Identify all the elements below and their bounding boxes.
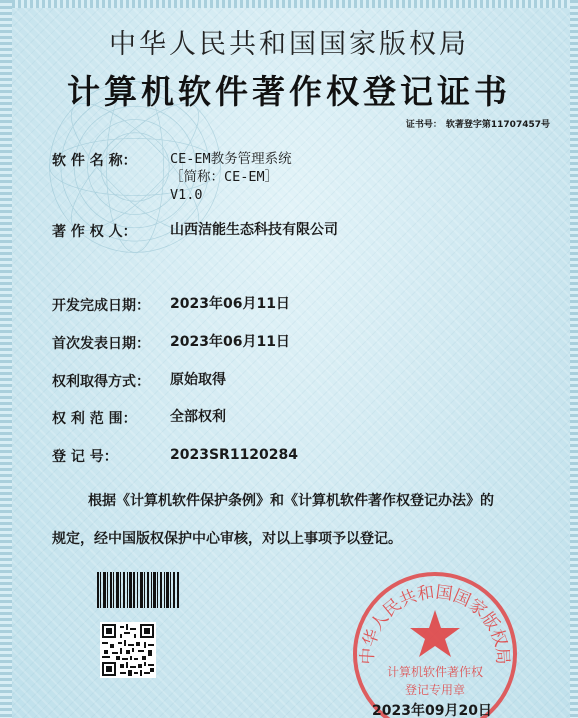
seal-inner-line-2: 登记专用章 <box>404 683 466 697</box>
software-name-row <box>52 150 292 204</box>
qr-code-icon <box>100 622 156 678</box>
scope-label: 权 利 范 围： <box>52 411 137 427</box>
software-name-value <box>170 150 292 204</box>
issuer-title: 中华人民共和国国家版权局 <box>109 29 469 60</box>
certificate-title: 计算机软件著作权登记证书 <box>67 72 511 111</box>
registration-label: 登 记 号： <box>52 449 118 465</box>
certificate-number <box>402 117 550 130</box>
acquisition-value: 原始取得 <box>170 372 226 388</box>
statement-line-2: 规定，经中国版权保护中心审核，对以上事项予以登记。 <box>52 531 402 547</box>
certificate-number-value: 软著登字第11707457号 <box>445 120 550 130</box>
owner-row <box>52 221 338 241</box>
certificate-number-label: 证书号： <box>405 120 442 130</box>
software-version: V1.0 <box>170 187 203 203</box>
dev-date-value: 2023年06月11日 <box>170 296 290 312</box>
dev-date-label: 开发完成日期： <box>52 298 150 314</box>
official-seal-icon <box>345 564 525 718</box>
owner-value: 山西洁能生态科技有限公司 <box>170 222 338 238</box>
registration-row <box>52 446 298 466</box>
owner-label: 著 作 权 人： <box>52 224 137 240</box>
barcode-icon <box>97 572 179 608</box>
statement-line-1: 根据《计算机软件保护条例》和《计算机软件著作权登记办法》的 <box>88 493 494 509</box>
seal-inner-line-1: 计算机软件著作权 <box>386 665 484 679</box>
scope-value: 全部权利 <box>170 409 226 425</box>
decorative-border-top <box>0 0 578 8</box>
pub-date-value: 2023年06月11日 <box>170 334 290 350</box>
software-short-name: ［简称：CE-EM］ <box>170 169 279 185</box>
seal-outer-text: 中华人民共和国国家版权局 <box>357 582 513 666</box>
acquisition-label: 权利取得方式： <box>52 374 150 390</box>
issue-date: 2023年09月20日 <box>372 703 492 718</box>
registration-value: 2023SR1120284 <box>170 447 299 463</box>
acquisition-row <box>52 371 226 391</box>
pub-date-label: 首次发表日期： <box>52 336 150 352</box>
software-name: CE-EM教务管理系统 <box>170 151 292 167</box>
scope-row <box>52 408 226 428</box>
pub-date-row <box>52 333 290 353</box>
dev-date-row <box>52 295 290 315</box>
software-name-label: 软 件 名 称： <box>52 153 137 169</box>
